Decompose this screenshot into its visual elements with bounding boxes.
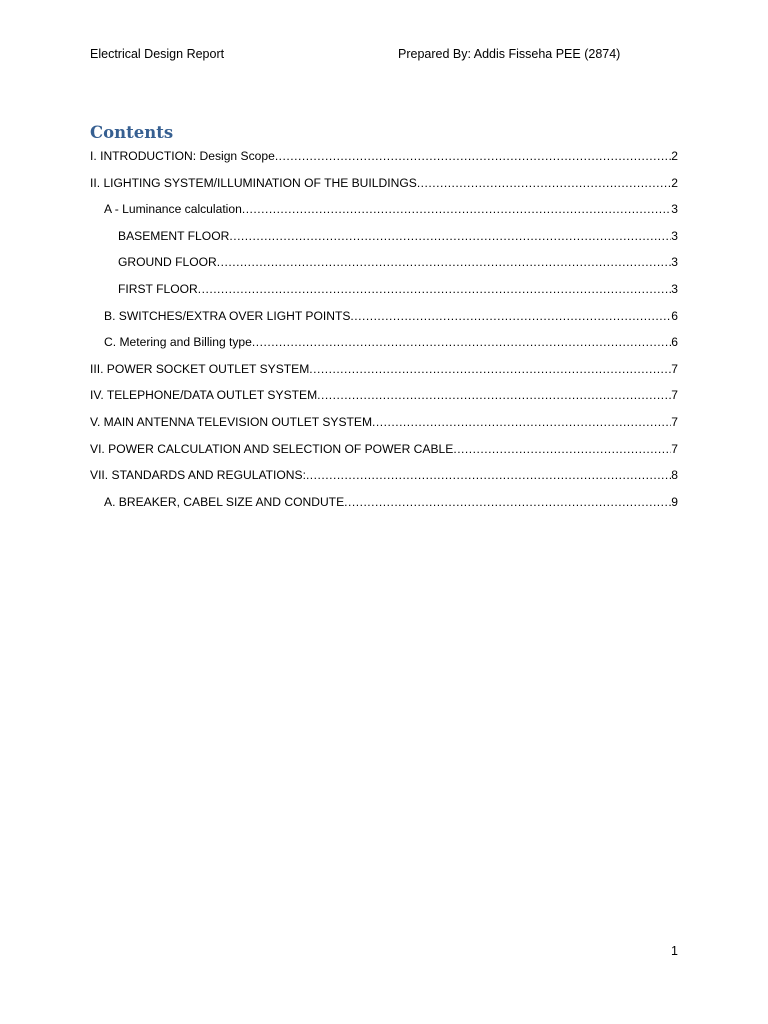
toc-entry[interactable] — [90, 442, 678, 469]
toc-entry-page: 3 — [671, 228, 678, 243]
toc-entry[interactable] — [90, 362, 678, 389]
dot-leader — [306, 468, 671, 482]
header-report-title: Electrical Design Report — [90, 47, 225, 61]
toc-entry[interactable] — [90, 149, 678, 176]
toc-entry-page: 6 — [671, 335, 678, 350]
toc-entry-page: 6 — [671, 308, 678, 323]
toc-entry[interactable] — [90, 415, 678, 442]
toc-entry[interactable] — [90, 282, 678, 309]
toc-entry-page: 7 — [671, 414, 678, 429]
toc-entry-page: 7 — [671, 441, 678, 456]
toc-entry-text: I. INTRODUCTION: Design Scope — [90, 149, 275, 163]
toc-entry-text: B. SWITCHES/EXTRA OVER LIGHT POINTS — [104, 308, 351, 323]
dot-leader — [417, 176, 671, 190]
toc-heading: Contents — [90, 123, 174, 142]
toc-entry[interactable] — [90, 255, 678, 282]
dot-leader — [453, 442, 671, 456]
toc-entry-page: 8 — [671, 468, 678, 483]
toc-entry-text: V. MAIN ANTENNA TELEVISION OUTLET SYSTEM — [90, 414, 373, 429]
toc-entry[interactable] — [90, 468, 678, 495]
toc-entry-page: 2 — [671, 149, 678, 163]
table-of-contents — [90, 149, 678, 521]
toc-entry[interactable] — [90, 335, 678, 362]
dot-leader — [217, 255, 671, 269]
toc-entry[interactable] — [90, 202, 678, 229]
toc-entry-page: 9 — [671, 494, 678, 509]
header-prepared-by: Prepared By: Addis Fisseha PEE (2874) — [398, 47, 621, 61]
dot-leader — [252, 335, 671, 349]
toc-entry-text: II. LIGHTING SYSTEM/ILLUMINATION OF THE BUILDINGS — [90, 175, 417, 190]
toc-entry-text: III. POWER SOCKET OUTLET SYSTEM — [90, 361, 310, 376]
toc-entry-page: 7 — [671, 388, 678, 403]
page-number: 1 — [671, 944, 678, 958]
dot-leader — [275, 149, 671, 163]
toc-entry-text: BASEMENT FLOOR — [118, 228, 230, 243]
toc-entry-text: GROUND FLOOR — [118, 255, 217, 270]
dot-leader — [344, 495, 671, 509]
toc-entry[interactable] — [90, 229, 678, 256]
toc-entry-text: A - Luminance calculation — [104, 202, 242, 217]
dot-leader — [229, 229, 671, 243]
dot-leader — [317, 388, 671, 402]
toc-entry-page: 3 — [671, 255, 678, 270]
toc-entry[interactable] — [90, 388, 678, 415]
toc-entry-text: IV. TELEPHONE/DATA OUTLET SYSTEM — [90, 388, 318, 403]
toc-entry[interactable] — [90, 309, 678, 336]
toc-entry-page: 3 — [671, 202, 678, 217]
toc-entry-page: 7 — [671, 361, 678, 376]
toc-entry[interactable] — [90, 495, 678, 522]
toc-entry-text: FIRST FLOOR — [118, 281, 198, 296]
toc-entry-text: C. Metering and Billing type — [104, 335, 252, 350]
dot-leader — [350, 309, 671, 323]
dot-leader — [198, 282, 672, 296]
toc-entry-page: 2 — [671, 175, 678, 190]
toc-entry-page: 3 — [671, 281, 678, 296]
toc-entry-text: VI. POWER CALCULATION AND SELECTION OF POWER CABLE — [90, 441, 454, 456]
dot-leader — [309, 362, 671, 376]
dot-leader — [242, 202, 671, 216]
toc-entry[interactable] — [90, 176, 678, 203]
toc-entry-text: A. BREAKER, CABEL SIZE AND CONDUTE — [104, 494, 345, 509]
toc-entry-text: VII. STANDARDS AND REGULATIONS: — [90, 468, 306, 483]
dot-leader — [372, 415, 671, 429]
